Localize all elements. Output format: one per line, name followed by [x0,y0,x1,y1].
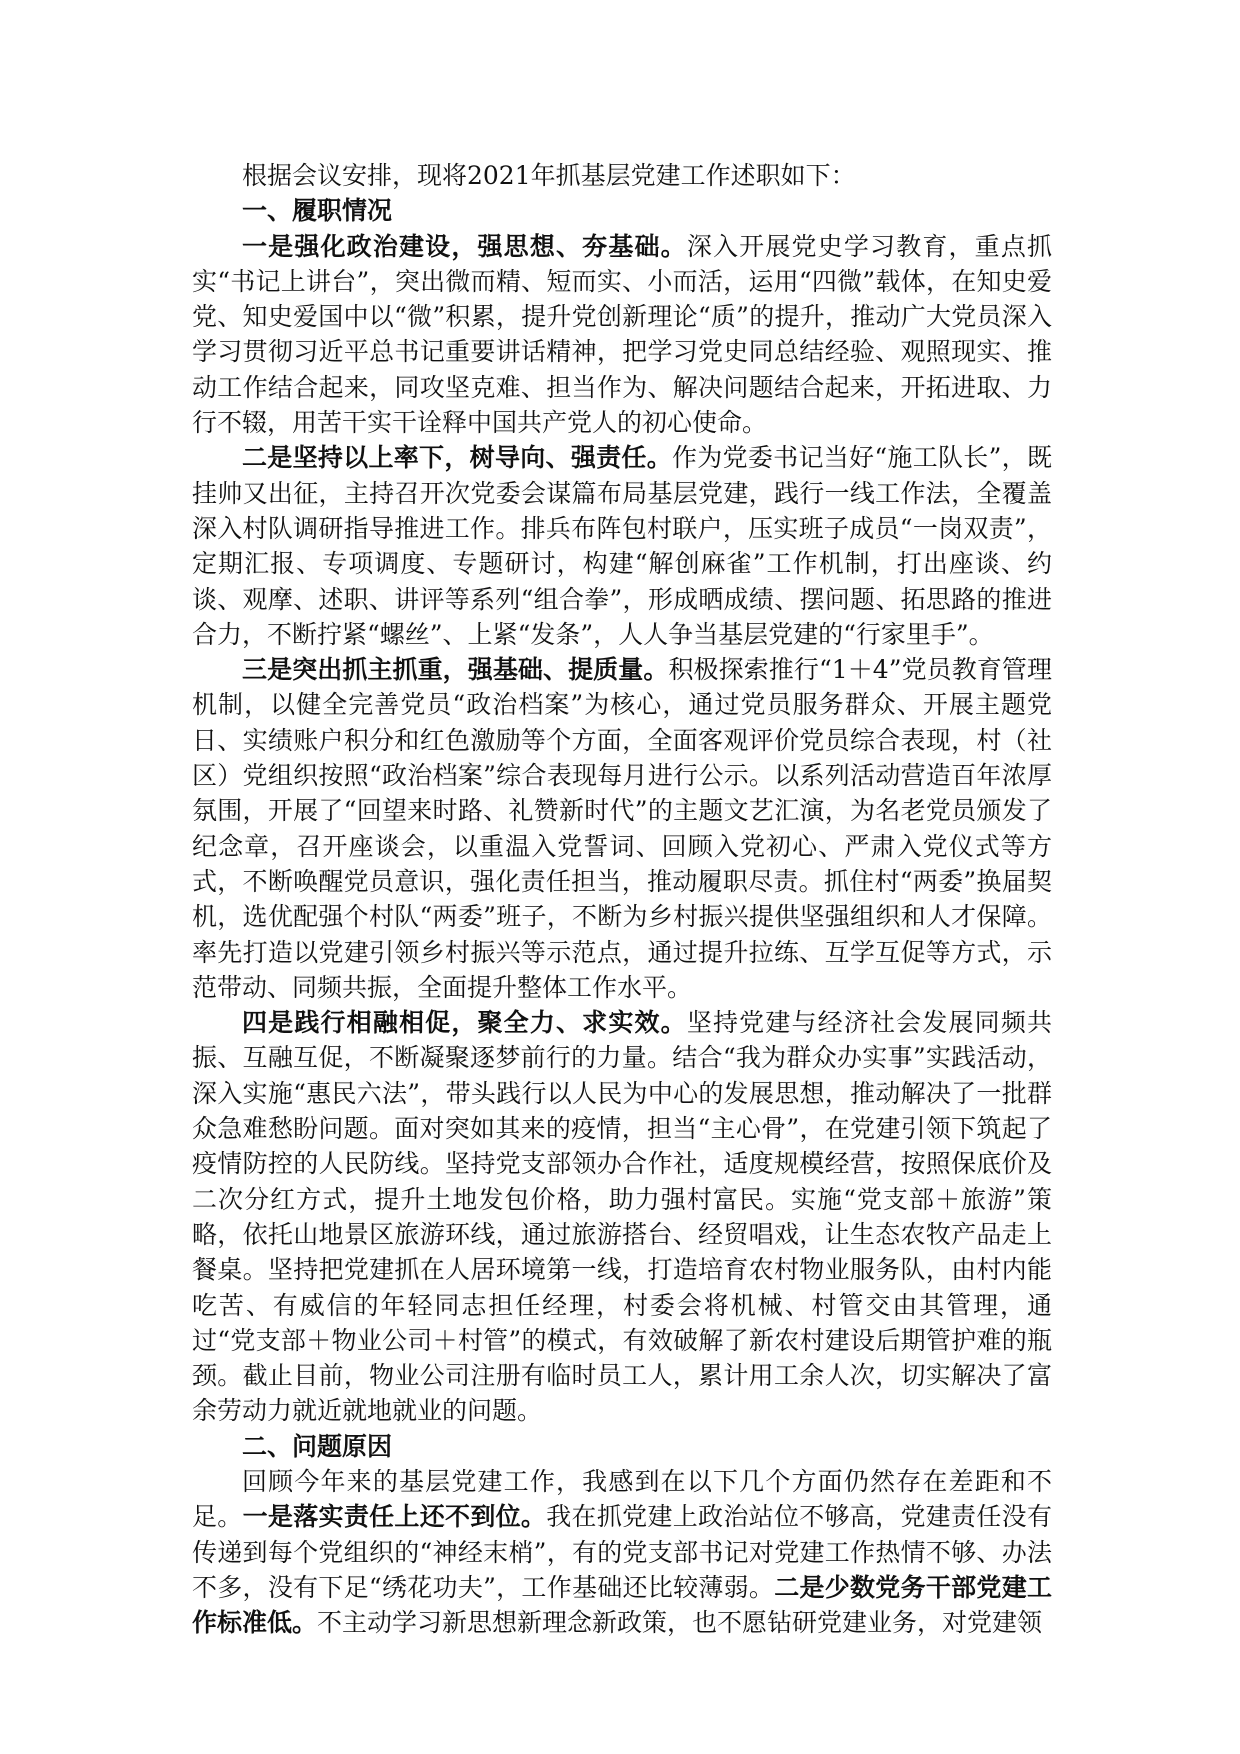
paragraph-lead: 三是突出抓主抓重，强基础、提质量。 [242,655,669,685]
paragraph-body: 坚持党建与经济社会发展同频共振、互融互促，不断凝聚逐梦前行的力量。结合“我为群众办实事”实践活动，深入实施“惠民六法”，带头践行以人民为中心的发展思想，推动解决了一批群众急难愁盼问题。面对突如其来的疫情，担当“主心骨”，在党建引领下筑起了疫情防控的人民防线。坚持党支部领办合作社，适度规模经营，按照保底价及二次分红方式，提升土地发包价格，助力强村富民。实施“党支部＋旅游”策略，依托山地景区旅游环线，通过旅游搭台、经贸唱戏，让生态农牧产品走上餐桌。坚持把党建抓在人居环境第一线，打造培育农村物业服务队，由村内能吃苦、有威信的年轻同志担任经理，村委会将机械、村管交由其管理，通过“党支部＋物业公司＋村管”的模式，有效破解了新农村建设后期管护难的瓶颈。截止目前，物业公司注册有临时员工人，累计用工余人次，切实解决了富余劳动力就近就地就业的问题。 [192,1008,1052,1426]
paragraph-integration [192,1005,1052,1429]
section-heading-duties: 一、履职情况 [242,196,393,226]
paragraph-body: 深入开展党史学习教育，重点抓实“书记上讲台”，突出微而精、短而实、小而活，运用“四微”载体，在知史爱党、知史爱国中以“微”积累，提升党创新理论“质”的提升，推动广大党员深入学习贯彻习近平总书记重要讲话精神，把学习党史同总结经验、观照现实、推动工作结合起来，同攻坚克难、担当作为、解决问题结合起来，开拓进取、力行不辍，用苦干实干诠释中国共产党人的初心使命。 [192,231,1052,438]
paragraph-lead: 一是落实责任上还不到位。 [242,1502,547,1532]
paragraph-lead: 二是少数党务干部党建工作标准低。 [192,1572,1052,1638]
paragraph-body: 不主动学习新思想新理念新政策，也不愿钻研党建业务，对党建领 [317,1608,1043,1638]
section-heading-problems: 二、问题原因 [242,1431,393,1461]
paragraph-political-building [192,229,1052,441]
paragraph-intro: 回顾今年来的基层党建工作，我感到在以下几个方面仍然存在差距和不足。 [192,1466,1052,1532]
paragraph-problems [192,1464,1052,1640]
paragraph-key-points [192,652,1052,1005]
paragraph-lead: 二是坚持以上率下，树导向、强责任。 [242,443,672,473]
intro-paragraph: 根据会议安排，现将2021年抓基层党建工作述职如下： [242,161,856,190]
document-page [192,158,1052,1640]
paragraph-lead: 四是践行相融相促，聚全力、求实效。 [242,1008,687,1038]
paragraph-lead-by-example [192,440,1052,652]
paragraph-body: 我在抓党建上政治站位不够高，党建责任没有传递到每个党组织的“神经末梢”，有的党支部书记对党建工作热情不够、办法不多，没有下足“绣花功夫”，工作基础还比较薄弱。 [192,1502,1052,1602]
paragraph-body: 作为党委书记当好“施工队长”，既挂帅又出征，主持召开次党委会谋篇布局基层党建，践行一线工作法，全覆盖深入村队调研指导推进工作。排兵布阵包村联户，压实班子成员“一岗双责”，定期汇报、专项调度、专题研讨，构建“解创麻雀”工作机制，打出座谈、约谈、观摩、述职、讲评等系列“组合拳”，形成晒成绩、摆问题、拓思路的推进合力，不断拧紧“螺丝”、上紧“发条”，人人争当基层党建的“行家里手”。 [192,443,1052,649]
paragraph-body: 积极探索推行“1＋4”党员教育管理机制，以健全完善党员“政治档案”为核心，通过党员服务群众、开展主题党日、实绩账户积分和红色激励等个方面，全面客观评价党员综合表现，村（社区）党组织按照“政治档案”综合表现每月进行公示。以系列活动营造百年浓厚氛围，开展了“回望来时路、礼赞新时代”的主题文艺汇演，为名老党员颁发了纪念章，召开座谈会，以重温入党誓词、回顾入党初心、严肃入党仪式等方式，不断唤醒党员意识，强化责任担当，推动履职尽责。抓住村“两委”换届契机，选优配强个村队“两委”班子，不断为乡村振兴提供坚强组织和人才保障。率先打造以党建引领乡村振兴等示范点，通过提升拉练、互学互促等方式，示范带动、同频共振，全面提升整体工作水平。 [192,655,1052,1002]
paragraph-lead: 一是强化政治建设，强思想、夯基础。 [242,231,687,261]
